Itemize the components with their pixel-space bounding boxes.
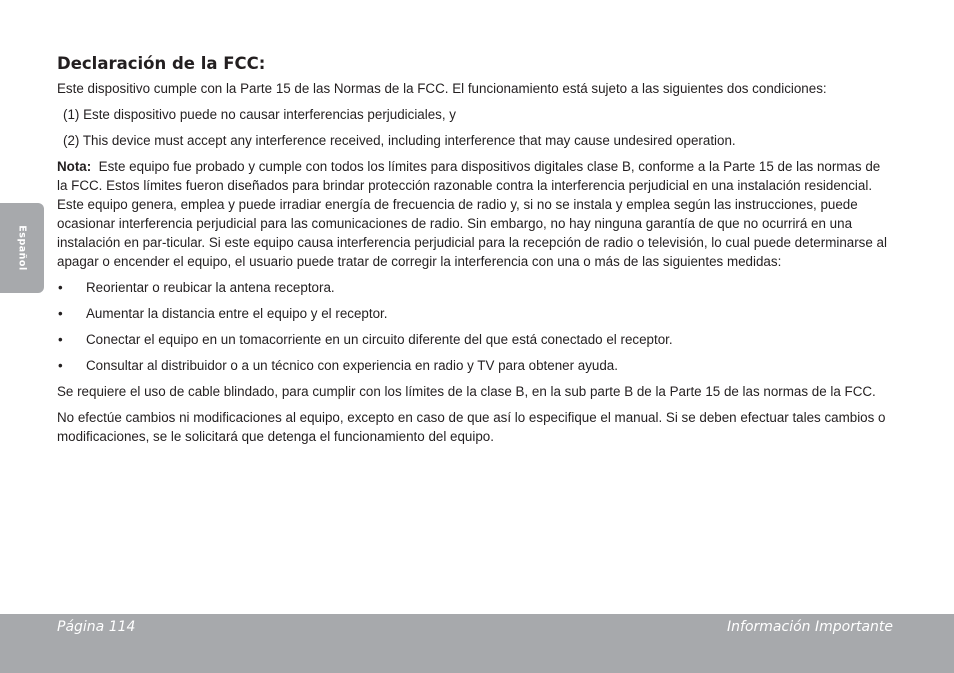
measures-list <box>57 278 893 375</box>
changes-note-paragraph: No efectúe cambios ni modificaciones al equipo, excepto en caso de que así lo especifique el manual. Si se deben efectuar tales cambios o modificaciones, se le solicitará que detenga el funcionamiento del equipo. <box>57 410 886 444</box>
list-item <box>57 304 893 323</box>
cable-note-paragraph: Se requiere el uso de cable blindado, para cumplir con los límites de la clase B, en la sub parte B de la Parte 15 de las normas de la FCC. <box>57 384 876 399</box>
condition-item: (2) This device must accept any interference received, including interference that may cause undesired operation. <box>63 133 736 148</box>
bullet-icon: • <box>58 280 63 295</box>
list-item-text: Consultar al distribuidor o a un técnico con experiencia en radio y TV para obtener ayuda. <box>86 358 618 373</box>
language-side-tab <box>0 203 44 293</box>
section-name: Información Importante <box>727 619 893 635</box>
list-item <box>57 330 893 349</box>
bullet-icon: • <box>58 306 63 321</box>
list-item <box>57 356 893 375</box>
nota-text: Este equipo fue probado y cumple con todos los límites para dispositivos digitales clase B, conforme a la Parte 15 de las normas de la FCC. Estos límites fueron diseñados para brindar protección razonable contra la interferencia perjudicial en una instalación residencial. Este equipo genera, emplea y puede irradiar energía de frecuencia de radio y, si no se instala y emplea según las instrucciones, puede ocasionar interferencia perjudicial para las comunicaciones de radio. Sin embargo, no hay ninguna garantía de que no ocurrirá en una instalación en par-ticular. Si este equipo causa interferencia perjudicial para la recepción de radio o televisión, lo cual puede determinarse al apagar o encender el equipo, el usuario puede tratar de corregir la interferencia con una o más de las siguientes medidas: <box>57 159 887 269</box>
page-footer <box>0 614 954 673</box>
bullet-icon: • <box>58 358 63 373</box>
section-title: Declaración de la FCC: <box>57 54 266 73</box>
list-item-text: Reorientar o reubicar la antena receptora. <box>86 280 335 295</box>
list-item-text: Aumentar la distancia entre el equipo y el receptor. <box>86 306 388 321</box>
condition-item: (1) Este dispositivo puede no causar interferencias perjudiciales, y <box>63 107 456 122</box>
list-item <box>57 278 893 297</box>
fcc-statement-section <box>57 52 893 453</box>
page-number: Página 114 <box>57 619 136 635</box>
nota-label: Nota: <box>57 159 92 174</box>
list-item-text: Conectar el equipo en un tomacorriente en un circuito diferente del que está conectado el receptor. <box>86 332 673 347</box>
bullet-icon: • <box>58 332 63 347</box>
intro-paragraph: Este dispositivo cumple con la Parte 15 de las Normas de la FCC. El funcionamiento está sujeto a las siguientes dos condiciones: <box>57 81 827 96</box>
language-tab-label: Español <box>16 225 28 271</box>
nota-paragraph <box>57 157 893 271</box>
